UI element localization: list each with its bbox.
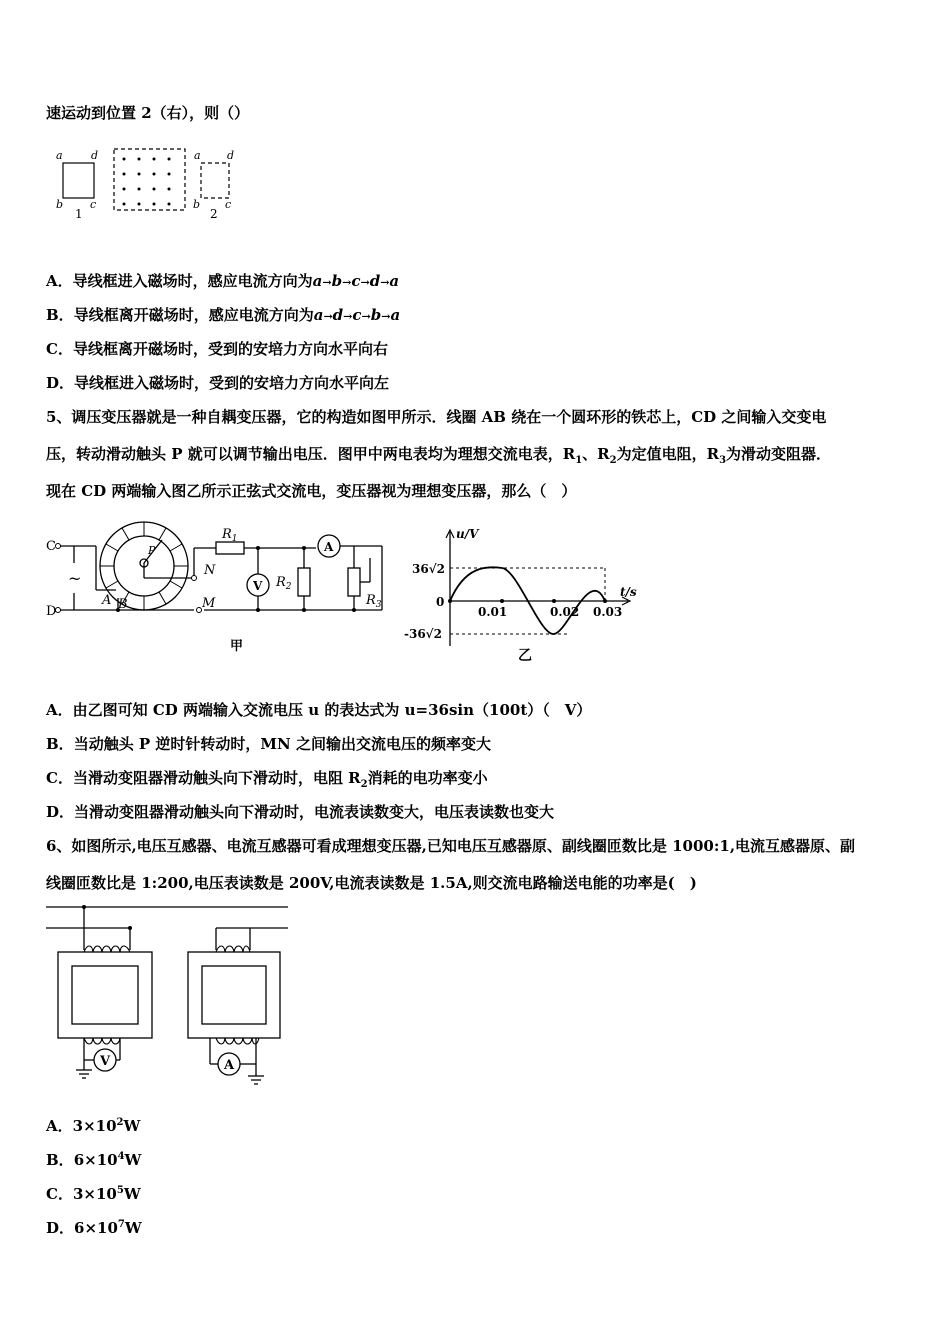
label-b1: b: [56, 198, 64, 211]
point-n-label: N: [204, 563, 216, 578]
q4-figure: [50, 146, 250, 224]
q5-option-a[interactable]: A．由乙图可知 CD 两端输入交流电压 u 的表达式为 u=36sin（100t）（ V）: [46, 701, 592, 719]
point-b-label: B: [118, 597, 128, 612]
x-tick-1: 0.01: [478, 605, 508, 619]
q4-option-a[interactable]: A．导线框进入磁场时，感应电流方向为a→b→c→d→a: [46, 272, 400, 290]
y-min-label: -36√2: [404, 627, 442, 641]
label-a2: a: [194, 149, 201, 162]
q5-option-b[interactable]: B．当动触头 P 逆时针转动时，MN 之间输出交流电压的频率变大: [46, 735, 491, 753]
figure-jia-caption: 甲: [230, 639, 244, 654]
label-a1: a: [56, 149, 63, 162]
resistor-r3-label: $R_3$: [366, 593, 382, 610]
q4-option-c[interactable]: C．导线框离开磁场时，受到的安培力方向水平向右: [46, 340, 388, 358]
q4-option-d[interactable]: D．导线框进入磁场时，受到的安培力方向水平向左: [46, 374, 390, 392]
x-axis-label: t/s: [620, 585, 637, 599]
label-d2: d: [227, 149, 235, 162]
q4-option-b[interactable]: B．导线框离开磁场时，感应电流方向为a→d→c→b→a: [46, 306, 401, 324]
ammeter-label: A: [224, 1058, 235, 1073]
q6-figure: [44, 900, 294, 1090]
q6-stem-line1: 6、如图所示,电压互感器、电流互感器可看成理想变压器,已知电压互感器原、副线圈匝数比是 1000:1,电流互感器原、副: [46, 837, 856, 855]
label-c1: c: [90, 198, 97, 211]
label-b2: b: [193, 198, 201, 211]
position-2-label: 2: [210, 207, 218, 221]
q6-option-d[interactable]: D．$6\times 10^7W$: [46, 1219, 142, 1237]
y-axis-label: u/V: [456, 527, 479, 541]
voltmeter-label: V: [100, 1054, 111, 1069]
label-c2: c: [225, 198, 232, 211]
terminal-c-label: C: [46, 539, 56, 554]
ac-source-symbol: ~: [68, 569, 82, 588]
q6-stem-line2: 线圈匝数比是 1:200,电压表读数是 200V,电流表读数是 1.5A,则交流电路输送电能的功率是( ): [46, 874, 697, 892]
q4-stem: 速运动到位置 2（右），则（）: [46, 104, 250, 122]
resistor-r1-label: $R_1$: [222, 527, 238, 544]
q6-option-a[interactable]: A．$3\times 10^2W$: [46, 1117, 141, 1135]
zero-label: 0: [436, 595, 445, 609]
x-tick-3: 0.03: [593, 605, 623, 619]
q5-stem-line3: 现在 CD 两端输入图乙所示正弦式交流电，变压器视为理想变压器，那么（ ）: [46, 482, 577, 500]
slider-p-label: P: [148, 544, 156, 557]
q5-figure-yi: [400, 526, 640, 666]
x-tick-2: 0.02: [550, 605, 580, 619]
point-m-label: M: [202, 596, 216, 611]
frame-position-2: [201, 163, 229, 198]
field-dots: [123, 158, 171, 206]
voltmeter-label: V: [253, 579, 263, 593]
point-a-label: A: [102, 593, 112, 608]
ammeter-label: A: [324, 540, 334, 554]
q6-option-b[interactable]: B．$6\times 10^4W$: [46, 1151, 142, 1169]
resistor-r2-label: $R_2$: [276, 575, 292, 592]
q6-option-c[interactable]: C．$3\times 10^5W$: [46, 1185, 141, 1203]
q5-stem-line1: 5、调压变压器就是一种自耦变压器，它的构造如图甲所示．线圈 AB 绕在一个圆环形的铁芯上，CD 之间输入交变电: [46, 408, 827, 426]
frame-position-1: [63, 163, 94, 198]
q5-stem-line2: 压，转动滑动触头 P 就可以调节输出电压．图甲中两电表均为理想交流电表，$R_1$、$R_2$为定值电阻，$R_3$为滑动变阻器．: [46, 445, 832, 466]
label-d1: d: [91, 149, 99, 162]
q5-figure-jia: [44, 518, 394, 663]
y-max-label: 36√2: [412, 562, 445, 576]
terminal-d-label: D: [46, 604, 57, 619]
position-1-label: 1: [75, 207, 83, 221]
figure-yi-caption: 乙: [518, 648, 532, 664]
q5-option-d[interactable]: D．当滑动变阻器滑动触头向下滑动时，电流表读数变大，电压表读数也变大: [46, 803, 555, 821]
q5-option-c[interactable]: C．当滑动变阻器滑动触头向下滑动时，电阻 $R_2$消耗的电功率变小: [46, 769, 488, 790]
